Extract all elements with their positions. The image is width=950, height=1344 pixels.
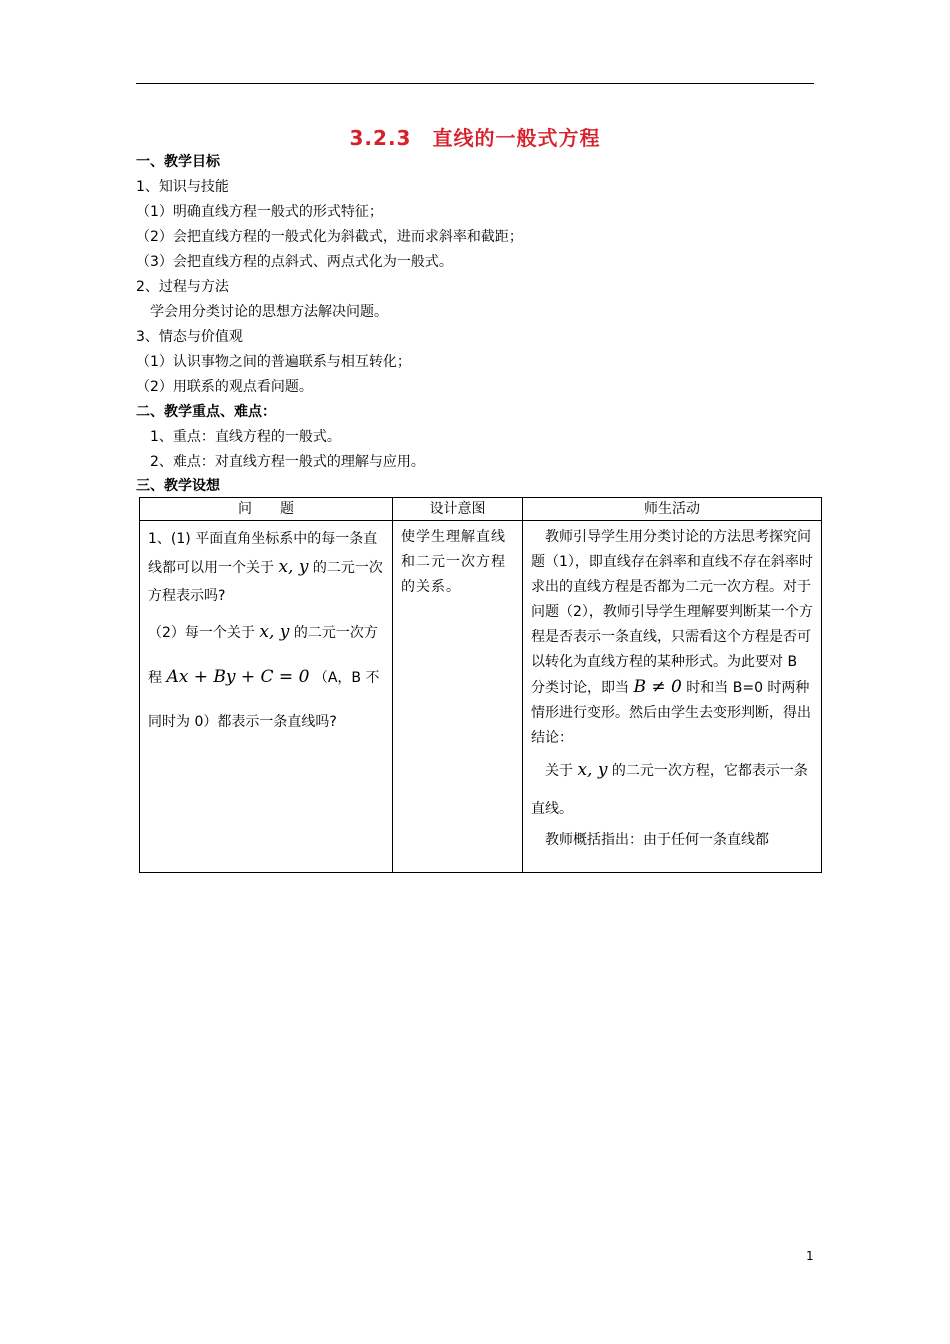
page-number: 1 [806, 1249, 814, 1263]
column-header-activity: 师生活动 [523, 498, 822, 521]
objective-item: （2）会把直线方程的一般式化为斜截式，进而求斜率和截距； [136, 229, 523, 245]
column-header-intent: 设计意图 [393, 498, 523, 521]
header-rule [136, 83, 814, 84]
math-xy: x, y [259, 622, 290, 642]
subheading-knowledge: 1、知识与技能 [136, 179, 229, 195]
subheading-values: 3、情态与价值观 [136, 329, 243, 345]
section-heading-key-points: 二、教学重点、难点： [136, 404, 276, 420]
key-point-item: 2、难点：对直线方程一般式的理解与应用。 [150, 454, 425, 470]
section-heading-design: 三、教学设想 [136, 478, 220, 494]
question-2: （2）每一个关于 x, y 的二元一次方程 Ax + By + C = 0 （A，B 不同时为 0）都表示一条直线吗? [148, 622, 380, 730]
objective-item: （1）认识事物之间的普遍联系与相互转化； [136, 354, 411, 370]
intent-cell [393, 521, 523, 873]
section-heading-objectives: 一、教学目标 [136, 154, 220, 170]
math-b-not-zero: B ≠ 0 [633, 677, 682, 697]
objective-item: 学会用分类讨论的思想方法解决问题。 [150, 304, 388, 320]
question-1: 1、(1) 平面直角坐标系中的每一条直线都可以用一个关于 x, y 的二元一次方程表示吗? [148, 531, 383, 604]
subheading-process: 2、过程与方法 [136, 279, 229, 295]
column-header-question: 问 题 [140, 498, 393, 521]
math-xy: x, y [577, 760, 608, 780]
activity-cell [523, 521, 822, 873]
activity-summary: 教师概括指出：由于任何一条直线都 [531, 832, 769, 848]
activity-conclusion: 关于 x, y 的二元一次方程，它都表示一条直线。 [531, 760, 808, 817]
key-point-item: 1、重点：直线方程的一般式。 [150, 429, 341, 445]
intent-text: 使学生理解直线和二元一次方程的关系。 [401, 529, 506, 595]
objective-item: （2）用联系的观点看问题。 [136, 379, 313, 395]
math-general-equation: Ax + By + C = 0 [166, 667, 310, 687]
page-title: 3.2.3 直线的一般式方程 [349, 126, 601, 150]
teaching-design-table [139, 497, 822, 873]
math-xy: x, y [278, 557, 309, 577]
objective-item: （3）会把直线方程的点斜式、两点式化为一般式。 [136, 254, 453, 270]
activity-paragraph: 教师引导学生用分类讨论的方法思考探究问题（1），即直线存在斜率和直线不存在斜率时求出的直线方程是否都为二元一次方程。对于问题（2），教师引导学生理解要判断某一个方程是否表示一条直线，只需看这个方程是否可以转化为直线方程的某种形式。为此要对 B 分类讨论，即当 B ≠ 0 时和当 B=0 时两种情形进行变形。然后由学生去变形判断，得出结论： [531, 529, 813, 746]
question-cell [140, 521, 393, 873]
objective-item: （1）明确直线方程一般式的形式特征； [136, 204, 383, 220]
